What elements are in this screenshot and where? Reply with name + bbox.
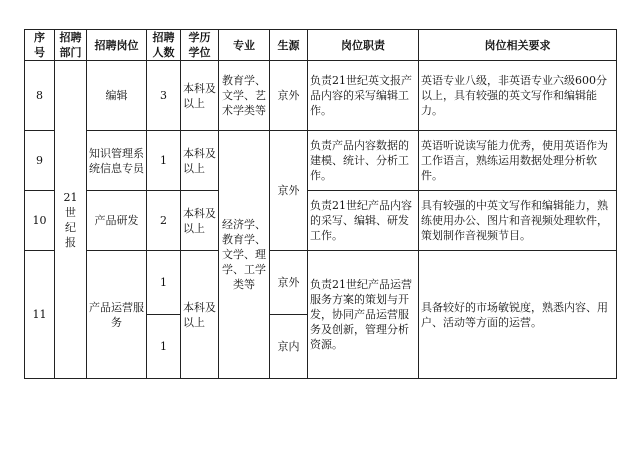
table-row — [25, 251, 617, 315]
cell-position: 产品研发 — [87, 191, 147, 251]
cell-source-b: 京内 — [270, 315, 308, 379]
cell-duty: 负责21世纪产品内容的采写、编辑、研发工作。 — [308, 191, 419, 251]
header-source: 生源 — [270, 30, 308, 61]
cell-seq: 8 — [25, 61, 55, 131]
cell-source-shared: 京外 — [270, 131, 308, 251]
cell-source-a: 京外 — [270, 251, 308, 315]
header-req: 岗位相关要求 — [419, 30, 617, 61]
cell-dept: 21世纪报 — [55, 61, 87, 379]
cell-seq: 11 — [25, 251, 55, 379]
header-dept: 招聘部门 — [55, 30, 87, 61]
recruitment-table — [24, 29, 617, 379]
cell-seq: 10 — [25, 191, 55, 251]
cell-count-b: 1 — [147, 315, 181, 379]
cell-duty: 负责21世纪英文报产品内容的采写编辑工作。 — [308, 61, 419, 131]
cell-req: 英语听说读写能力优秀，使用英语作为工作语言，熟练运用数据处理分析软件。 — [419, 131, 617, 191]
header-seq: 序号 — [25, 30, 55, 61]
cell-degree: 本科及以上 — [181, 61, 219, 131]
cell-req: 具有较强的中英文写作和编辑能力，熟练使用办公、图片和音视频处理软件，策划制作音视频节目。 — [419, 191, 617, 251]
header-duty: 岗位职责 — [308, 30, 419, 61]
cell-major-shared: 经济学、教育学、文学、理学、工学类等 — [219, 131, 270, 379]
header-count: 招聘人数 — [147, 30, 181, 61]
cell-position: 知识管理系统信息专员 — [87, 131, 147, 191]
table-row — [25, 61, 617, 131]
header-degree: 学历学位 — [181, 30, 219, 61]
table-row — [25, 191, 617, 251]
cell-seq: 9 — [25, 131, 55, 191]
cell-count: 3 — [147, 61, 181, 131]
cell-position: 产品运营服务 — [87, 251, 147, 379]
cell-count-a: 1 — [147, 251, 181, 315]
cell-source: 京外 — [270, 61, 308, 131]
cell-count: 1 — [147, 131, 181, 191]
cell-req: 英语专业八级，非英语专业六级600分以上，具有较强的英文写作和编辑能力。 — [419, 61, 617, 131]
cell-major: 教育学、文学、艺术学类等 — [219, 61, 270, 131]
cell-duty: 负责产品内容数据的建模、统计、分析工作。 — [308, 131, 419, 191]
cell-req: 具备较好的市场敏锐度，熟悉内容、用户、活动等方面的运营。 — [419, 251, 617, 379]
cell-position: 编辑 — [87, 61, 147, 131]
header-position: 招聘岗位 — [87, 30, 147, 61]
cell-duty: 负责21世纪产品运营服务方案的策划与开发，协同产品运营服务及创新，管理分析资源。 — [308, 251, 419, 379]
header-major: 专业 — [219, 30, 270, 61]
cell-count: 2 — [147, 191, 181, 251]
header-row — [25, 30, 617, 61]
cell-degree: 本科及以上 — [181, 191, 219, 251]
cell-degree: 本科及以上 — [181, 131, 219, 191]
cell-degree: 本科及以上 — [181, 251, 219, 379]
table-row — [25, 131, 617, 191]
